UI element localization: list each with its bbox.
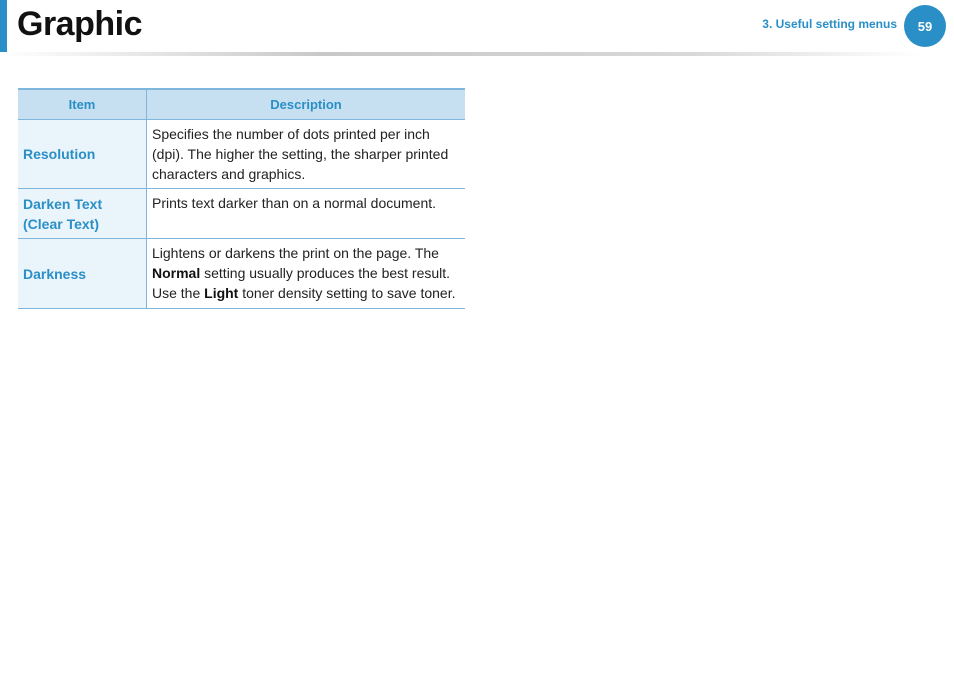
settings-table (18, 88, 465, 309)
item-cell: Resolution (18, 120, 147, 189)
keyword-light: Light (204, 285, 239, 301)
description-cell: Prints text darker than on a normal document. (147, 189, 466, 239)
section-label: 3. Useful setting menus (762, 17, 897, 31)
keyword-normal: Normal (152, 265, 201, 281)
accent-bar (0, 0, 7, 52)
description-text: toner density setting to save toner. (238, 285, 456, 301)
table-row (18, 120, 465, 189)
page-number-badge: 59 (904, 5, 946, 47)
description-cell: Specifies the number of dots printed per inch (dpi). The higher the setting, the sharper printed characters and graphics. (147, 120, 466, 189)
table-row (18, 189, 465, 239)
table-header-row (18, 89, 465, 120)
page-title: Graphic (17, 5, 142, 43)
table-row (18, 239, 465, 309)
description-cell (147, 239, 466, 309)
header-divider (0, 52, 920, 56)
column-header-item: Item (18, 89, 147, 120)
item-cell: Darken Text (Clear Text) (18, 189, 147, 239)
description-text: Lightens or darkens the print on the page. The (152, 245, 439, 261)
description-text: setting usually produces the best result. Use the (152, 265, 451, 301)
item-cell: Darkness (18, 239, 147, 309)
column-header-description: Description (147, 89, 466, 120)
